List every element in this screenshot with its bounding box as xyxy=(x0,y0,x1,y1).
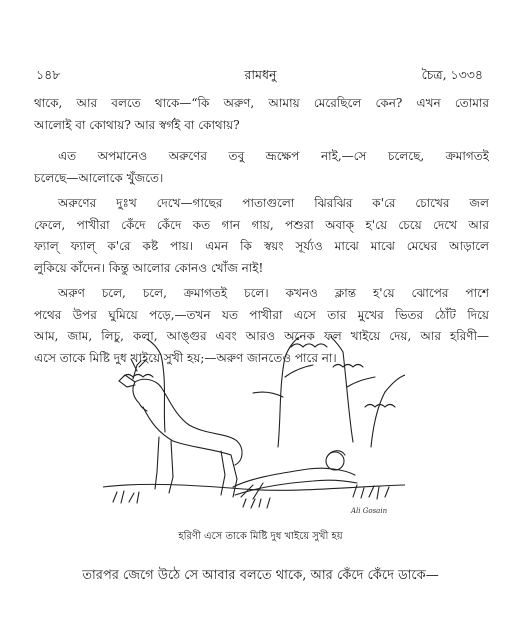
text-line: থাকে, আর বলতে থাকে—“কি অরুণ, আমায় মেরেছিলে কেন? এখন তোমার xyxy=(34,96,489,110)
closing-line: তারপর জেগে উঠে সে আবার বলতে থাকে, আর কেঁদে কেঁদে ডাকে— xyxy=(82,568,439,583)
issue-date: চৈত্র, ১৩৩৪ xyxy=(421,67,483,82)
page-header xyxy=(30,66,491,84)
text-line: আলোই বা কোথায়? আর স্বর্গই বা কোথায়? xyxy=(34,117,240,132)
text-line: ফেলে, পাখীরা কেঁদে কেঁদে কত গান গায়, পশুরা অবাক্‌ হ'য়ে চেয়ে দেখে আর xyxy=(34,217,489,232)
text-line: অরুণ চলে, চলে, ক্রমাগতই চলে। কখনও ক্লান্ত হ'য়ে ঝোপের পাশে xyxy=(58,286,489,300)
text-line: এত অপমানেও অরুণের তবু ভ্রূক্ষেপ নাই,—সে চলেছে, ক্রমাগতই xyxy=(58,149,489,163)
text-line: অরুণের দুঃখ দেখে—গাছের পাতাগুলো ঝিরঝির ক'রে চোখের জল xyxy=(58,196,489,210)
text-line: পথের উপর ঘুমিয়ে পড়ে,—তখন যত পাখীরা এসে তার মুখের ভিতর ঠোঁট দিয়ে xyxy=(34,307,489,322)
body-text xyxy=(34,93,489,369)
text-line: চলেছে—আলোকে খুঁজতে। xyxy=(34,170,164,185)
illustrator-signature: Ali Gosain xyxy=(351,507,388,515)
text-line: লুকিয়ে কাঁদেন। কিন্তু আলোর কোনও খোঁজ নাই! xyxy=(34,260,264,275)
running-title: রামধনু xyxy=(244,67,277,82)
text-line: ফ্যাল্‌ ফ্যাল্‌ ক'রে কষ্ট পায়। এমন কি স্বয়ং সূর্য্যও মাঝে মাঝে মেঘের আড়ালে xyxy=(34,239,489,253)
text-line: আম, জাম, লিচু, কলা, আঙ্গুর এবং আরও অনেক ফল খাইয়ে দেয়, আর হরিণী— xyxy=(34,329,489,343)
illustration-drawing xyxy=(103,337,405,522)
illustration-caption: হরিণী এসে তাকে মিষ্টি দুধ খাইয়ে সুখী হয় xyxy=(178,531,343,542)
deer-and-sleeping-boy-illustration xyxy=(103,337,405,522)
page-number: ১৪৮ xyxy=(36,67,61,82)
text-line: এসে তাকে মিষ্টি দুধ খাইয়ে সুখী হয়;—অরুণ জানতেও পারে না। xyxy=(34,350,337,365)
